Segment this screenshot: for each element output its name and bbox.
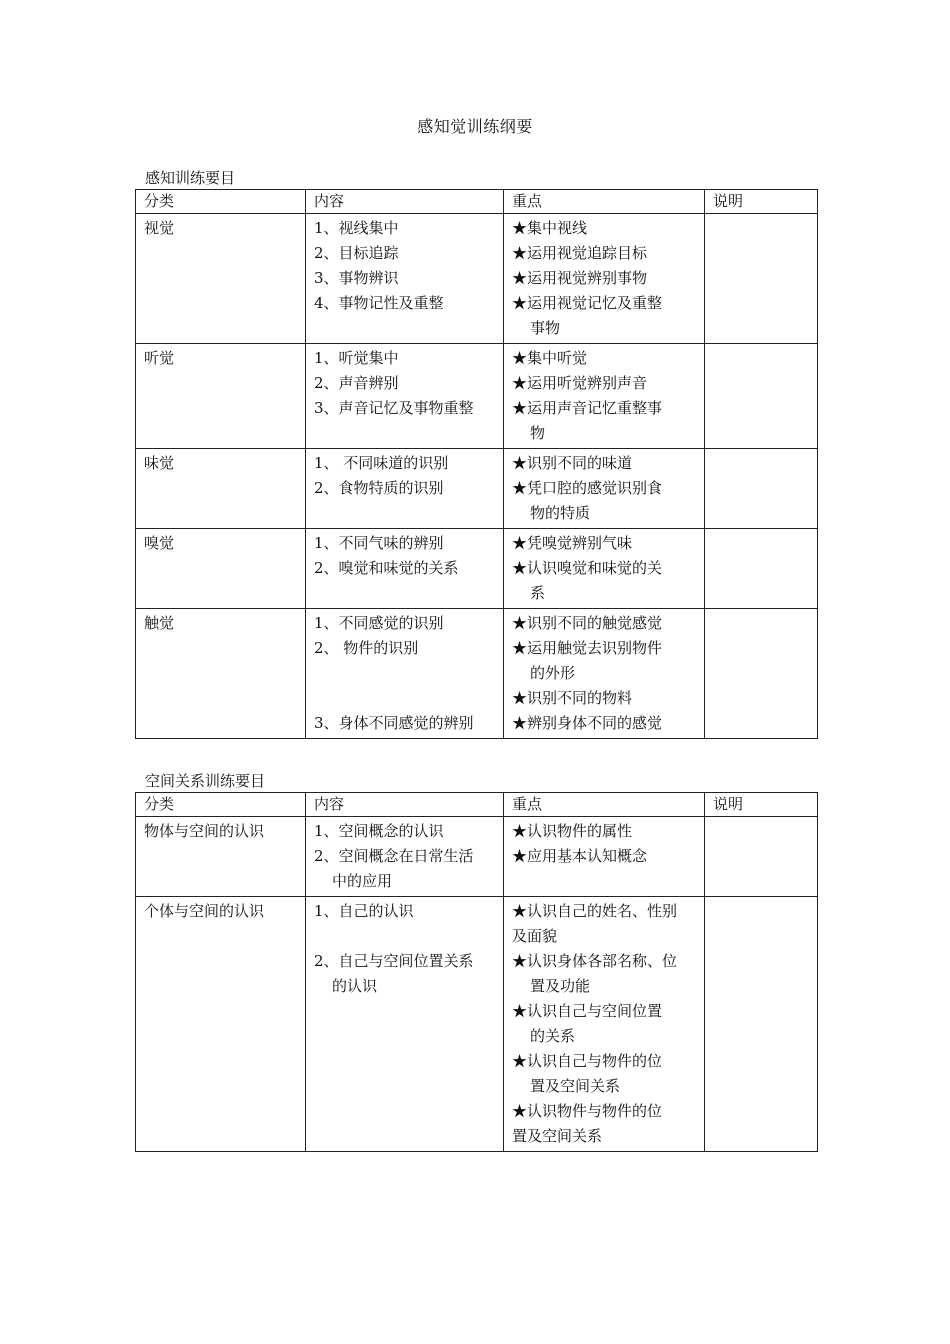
spacer: [314, 924, 497, 949]
row-category: 味觉: [136, 449, 306, 529]
header-note: 说明: [705, 190, 818, 214]
page-title: 感知觉训练纲要: [417, 117, 533, 136]
content-item: 1、视线集中: [314, 219, 399, 237]
focus-item: ★认识身体各部名称、位: [512, 952, 678, 970]
perception-table: [135, 189, 818, 739]
table-header-row: [136, 190, 818, 214]
row-note: [705, 449, 818, 529]
row-category: 嗅觉: [136, 529, 306, 609]
content-item: 1、不同感觉的识别: [314, 614, 444, 632]
row-focus: [504, 214, 705, 344]
focus-item: ★应用基本认知概念: [512, 847, 648, 865]
header-note: 说明: [705, 793, 818, 817]
focus-item: ★运用视觉辨别事物: [512, 269, 648, 287]
row-content: [306, 609, 504, 739]
section1-caption: 感知训练要目: [145, 169, 236, 187]
content-item: 3、事物辨识: [314, 269, 399, 287]
content-item-continued: 中的应用: [332, 872, 393, 890]
header-content: 内容: [306, 190, 504, 214]
table-row: [136, 214, 818, 344]
table-row: [136, 817, 818, 897]
row-note: [705, 344, 818, 449]
row-content: [306, 449, 504, 529]
content-item: 4、事物记性及重整: [314, 294, 444, 312]
content-item: 1、自己的认识: [314, 902, 414, 920]
row-category: 触觉: [136, 609, 306, 739]
row-category: 听觉: [136, 344, 306, 449]
spacer: [314, 661, 497, 686]
focus-item: ★凭口腔的感觉识别食: [512, 479, 663, 497]
row-note: [705, 817, 818, 897]
table-row: [136, 344, 818, 449]
table-row: [136, 897, 818, 1152]
table-row: [136, 529, 818, 609]
table-header-row: [136, 793, 818, 817]
focus-item: ★识别不同的物料: [512, 689, 633, 707]
focus-item-continued: 置及空间关系: [530, 1077, 621, 1095]
content-item: 3、声音记忆及事物重整: [314, 399, 474, 417]
content-item: 1、不同气味的辨别: [314, 534, 444, 552]
spatial-table: [135, 792, 818, 1152]
row-focus: [504, 529, 705, 609]
header-content: 内容: [306, 793, 504, 817]
focus-item: ★凭嗅觉辨别气味: [512, 534, 633, 552]
row-note: [705, 609, 818, 739]
focus-item-continued: 及面貌: [512, 927, 558, 945]
content-item: 2、空间概念在日常生活: [314, 847, 474, 865]
content-item: 2、食物特质的识别: [314, 479, 444, 497]
spacer: [314, 686, 497, 711]
focus-item: ★运用触觉去识别物件: [512, 639, 663, 657]
focus-item-continued: 的外形: [530, 664, 576, 682]
focus-item-continued: 事物: [530, 319, 561, 337]
section2-caption: 空间关系训练要目: [145, 772, 266, 790]
row-focus: [504, 817, 705, 897]
content-item: 2、嗅觉和味觉的关系: [314, 559, 459, 577]
row-content: [306, 897, 504, 1152]
row-note: [705, 214, 818, 344]
focus-item-continued: 物: [530, 424, 546, 442]
content-item: 1、 不同味道的识别: [314, 454, 449, 472]
row-note: [705, 897, 818, 1152]
focus-item: ★认识自己与物件的位: [512, 1052, 663, 1070]
focus-item: ★运用视觉记忆及重整: [512, 294, 663, 312]
focus-item: ★运用听觉辨别声音: [512, 374, 648, 392]
focus-item: ★认识物件的属性: [512, 822, 633, 840]
focus-item: ★识别不同的触觉感觉: [512, 614, 663, 632]
content-item: 2、 物件的识别: [314, 639, 419, 657]
focus-item-continued: 系: [530, 584, 546, 602]
content-item: 2、声音辨别: [314, 374, 399, 392]
focus-item: ★认识物件与物件的位: [512, 1102, 663, 1120]
row-category: 视觉: [136, 214, 306, 344]
focus-item: ★运用声音记忆重整事: [512, 399, 663, 417]
table-row: [136, 449, 818, 529]
content-item-continued: 的认识: [332, 977, 378, 995]
row-focus: [504, 897, 705, 1152]
header-focus: 重点: [504, 793, 705, 817]
focus-item-continued: 置及空间关系: [512, 1127, 603, 1145]
row-content: [306, 529, 504, 609]
focus-item: ★识别不同的味道: [512, 454, 633, 472]
focus-item: ★辨别身体不同的感觉: [512, 714, 663, 732]
focus-item-continued: 置及功能: [530, 977, 591, 995]
content-item: 1、听觉集中: [314, 349, 399, 367]
focus-item: ★认识自己的姓名、性别: [512, 902, 678, 920]
row-focus: [504, 609, 705, 739]
row-focus: [504, 449, 705, 529]
content-item: 2、目标追踪: [314, 244, 399, 262]
row-category: 物体与空间的认识: [136, 817, 306, 897]
header-category: 分类: [136, 793, 306, 817]
row-content: [306, 214, 504, 344]
table-row: [136, 609, 818, 739]
focus-item-continued: 物的特质: [530, 504, 591, 522]
row-note: [705, 529, 818, 609]
focus-item: ★认识自己与空间位置: [512, 1002, 663, 1020]
focus-item: ★认识嗅觉和味觉的关: [512, 559, 663, 577]
focus-item: ★集中听觉: [512, 349, 588, 367]
row-focus: [504, 344, 705, 449]
header-focus: 重点: [504, 190, 705, 214]
header-category: 分类: [136, 190, 306, 214]
row-category: 个体与空间的认识: [136, 897, 306, 1152]
content-item: 1、空间概念的认识: [314, 822, 444, 840]
row-content: [306, 817, 504, 897]
content-item: 2、自己与空间位置关系: [314, 952, 474, 970]
focus-item: ★运用视觉追踪目标: [512, 244, 648, 262]
focus-item: ★集中视线: [512, 219, 588, 237]
focus-item-continued: 的关系: [530, 1027, 576, 1045]
content-item: 3、身体不同感觉的辨别: [314, 714, 474, 732]
row-content: [306, 344, 504, 449]
